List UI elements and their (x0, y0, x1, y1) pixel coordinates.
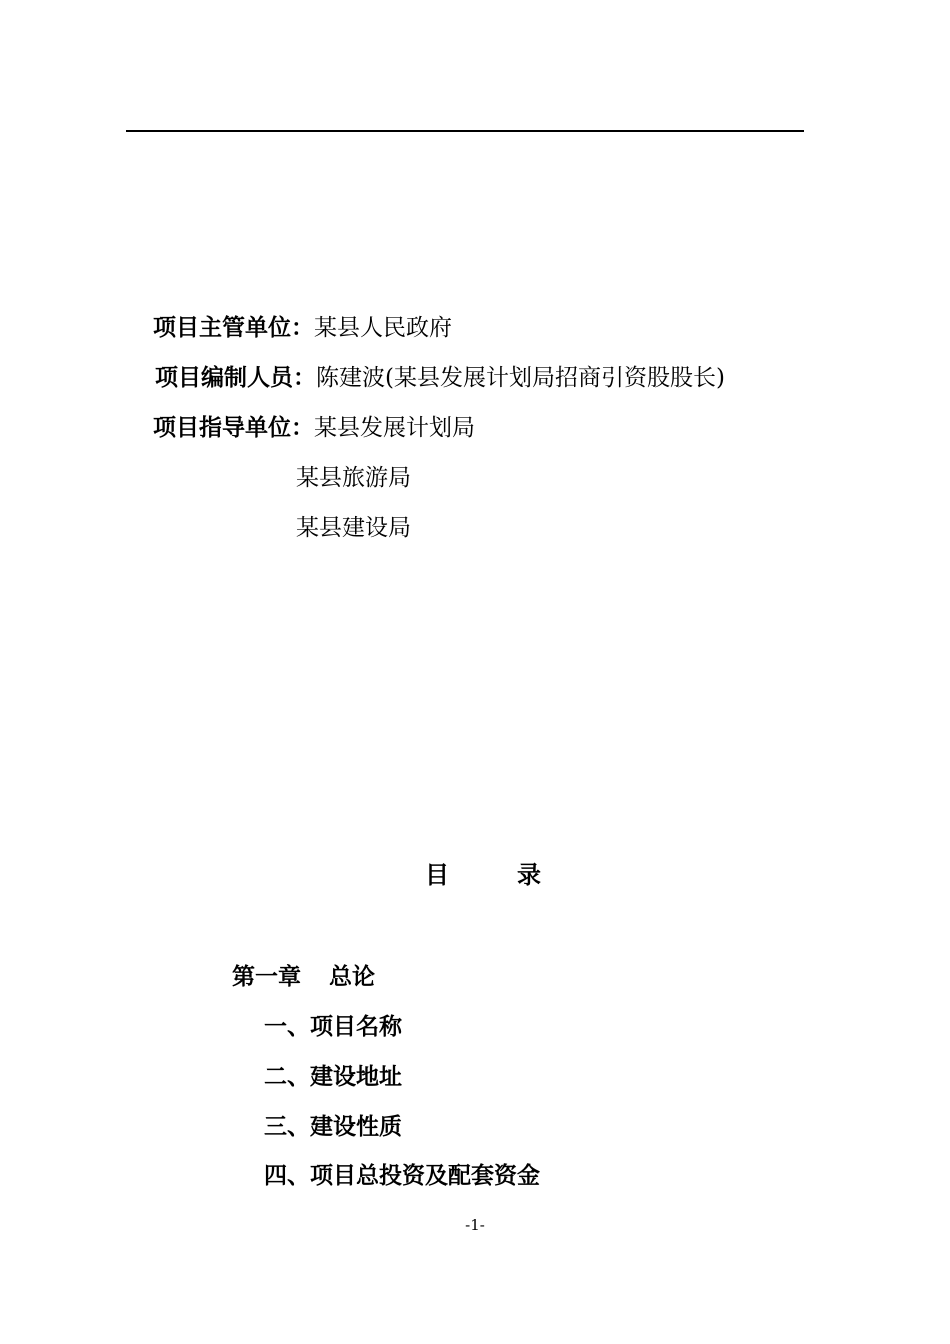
toc-title-part1: 目 (425, 861, 449, 889)
compiler-row (155, 363, 725, 393)
toc-title-part2: 录 (517, 861, 541, 889)
guidance-label: 项目指导单位： (153, 415, 314, 441)
toc-item[interactable]: 一、项目名称 (264, 1014, 402, 1040)
toc-chapter-title: 总论 (329, 964, 375, 990)
guidance-unit-2: 某县旅游局 (296, 465, 411, 491)
guidance-unit-3: 某县建设局 (296, 515, 411, 541)
authority-row (153, 313, 452, 343)
compiler-value: 陈建波(某县发展计划局招商引资股股长) (316, 365, 725, 391)
guidance-unit-1: 某县发展计划局 (314, 415, 475, 441)
toc-title (425, 860, 541, 890)
toc-item[interactable]: 二、建设地址 (264, 1064, 402, 1090)
toc-chapter[interactable] (232, 962, 375, 992)
page-number: -1- (465, 1216, 485, 1234)
toc-item[interactable]: 四、项目总投资及配套资金 (264, 1163, 540, 1189)
guidance-row (153, 413, 475, 443)
toc-item[interactable]: 三、建设性质 (264, 1114, 402, 1140)
authority-label: 项目主管单位： (153, 315, 314, 341)
header-rule (126, 130, 804, 132)
authority-value: 某县人民政府 (314, 315, 452, 341)
toc-chapter-number: 第一章 (232, 964, 301, 990)
compiler-label: 项目编制人员： (155, 365, 316, 391)
